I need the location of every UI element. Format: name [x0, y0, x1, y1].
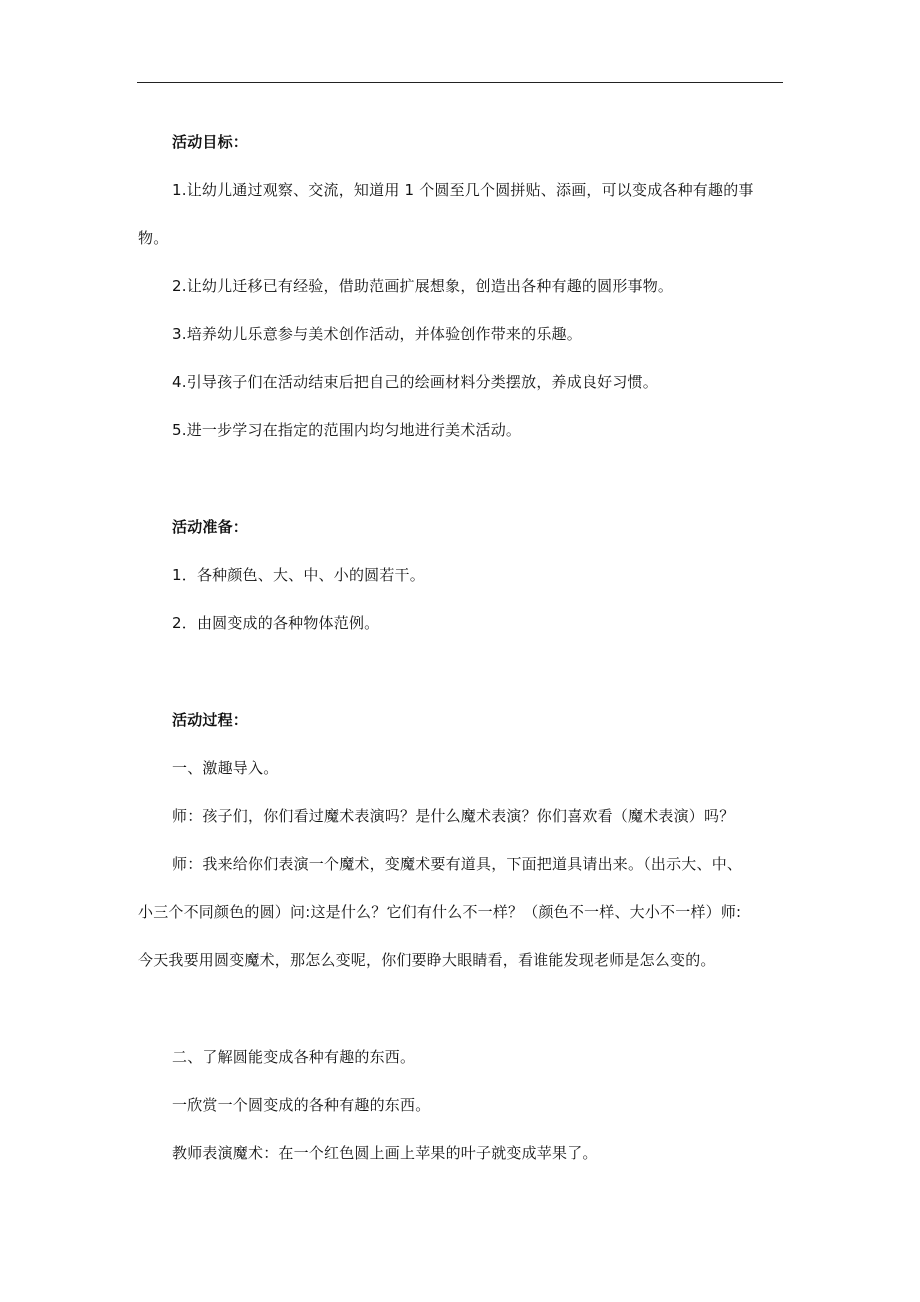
section-gap — [138, 454, 784, 503]
preparation-item-1: 1．各种颜色、大、中、小的圆若干。 — [172, 566, 425, 584]
process-step-1-paragraph-2-line-3: 今天我要用圆变魔术，那怎么变呢，你们要睁大眼睛看，看谁能发现老师是怎么变的。 — [138, 951, 716, 969]
goal-item-1-line-2: 物。 — [138, 229, 169, 247]
goal-item-4: 4.引导孩子们在活动结束后把自己的绘画材料分类摆放，养成良好习惯。 — [172, 373, 658, 391]
goal-item-2: 2.让幼儿迁移已有经验，借助范画扩展想象，创造出各种有趣的圆形事物。 — [172, 277, 674, 295]
header-rule — [137, 82, 783, 83]
process-step-1-title: 一、激趣导入。 — [172, 759, 279, 777]
goal-item-1-line-1: 1.让幼儿通过观察、交流，知道用 1 个圆至几个圆拼贴、添画，可以变成各种有趣的事 — [172, 181, 754, 199]
goals-heading: 活动目标： — [172, 133, 249, 151]
goal-item-3: 3.培养幼儿乐意参与美术创作活动，并体验创作带来的乐趣。 — [172, 325, 582, 343]
section-gap — [138, 984, 784, 1033]
process-step-1-paragraph-1: 师：孩子们，你们看过魔术表演吗？是什么魔术表演？你们喜欢看（魔术表演）吗？ — [172, 807, 735, 825]
process-step-2-paragraph-2: 教师表演魔术：在一个红色圆上画上苹果的叶子就变成苹果了。 — [172, 1144, 598, 1162]
section-gap — [138, 647, 784, 696]
process-heading: 活动过程： — [172, 711, 249, 729]
preparation-heading: 活动准备： — [172, 518, 249, 536]
preparation-item-2: 2．由圆变成的各种物体范例。 — [172, 614, 380, 632]
document-body — [138, 118, 784, 1177]
process-step-2-paragraph-1: 一欣赏一个圆变成的各种有趣的东西。 — [172, 1096, 431, 1114]
process-step-2-title: 二、了解圆能变成各种有趣的东西。 — [172, 1048, 416, 1066]
goal-item-5: 5.进一步学习在指定的范围内均匀地进行美术活动。 — [172, 421, 522, 439]
process-step-1-paragraph-2-line-2: 小三个不同颜色的圆）问:这是什么？它们有什么不一样？（颜色不一样、大小不一样）师: — [138, 903, 742, 921]
process-step-1-paragraph-2-line-1: 师：我来给你们表演一个魔术，变魔术要有道具，下面把道具请出来。（出示大、中、 — [172, 855, 743, 873]
